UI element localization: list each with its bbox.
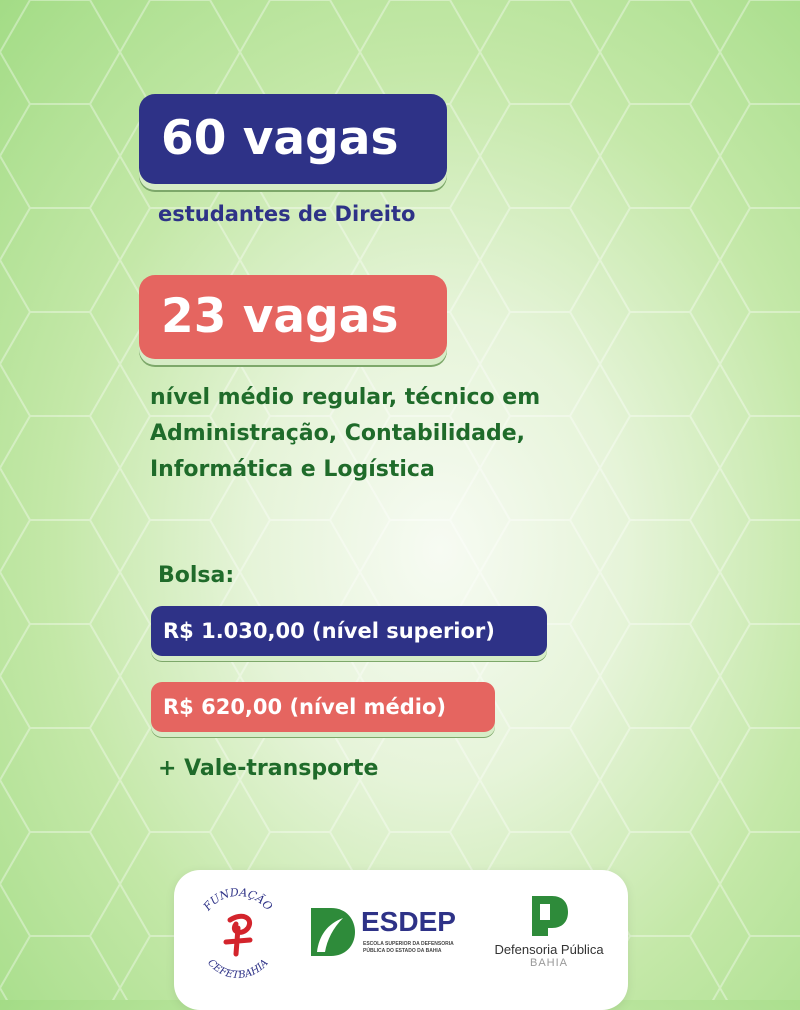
fundacao-cefetbahia-logo	[192, 888, 284, 982]
description-line-3: Informática e Logística	[150, 457, 435, 482]
description-line-1: nível médio regular, técnico em	[150, 385, 541, 410]
defensoria-state: BAHIA	[529, 957, 568, 969]
cefetbahia-text: CEFETBAHIA	[205, 957, 271, 982]
bolsa-superior-badge: R$ 1.030,00 (nível superior)	[151, 606, 547, 656]
vale-transporte-note: + Vale-transporte	[158, 756, 379, 781]
vagas-23-badge: 23 vagas	[139, 275, 447, 359]
esdep-logo	[309, 906, 469, 966]
description-line-2: Administração, Contabilidade,	[150, 421, 526, 446]
esdep-name: ESDEP	[361, 906, 456, 937]
fundacao-text: FUNDAÇÃO	[200, 888, 276, 914]
bolsa-label: Bolsa:	[158, 563, 235, 588]
esdep-subtitle-1: ESCOLA SUPERIOR DA DEFENSORIA	[363, 941, 454, 947]
vagas-23-description	[150, 380, 540, 488]
vagas-60-subtitle: estudantes de Direito	[158, 202, 416, 226]
defensoria-name: Defensoria Pública	[494, 942, 604, 957]
esdep-emblem-icon	[309, 906, 355, 958]
logos-footer	[174, 870, 628, 1010]
bolsa-medio-badge: R$ 620,00 (nível médio)	[151, 682, 495, 732]
defensoria-publica-logo	[484, 894, 614, 974]
esdep-subtitle-2: PÚBLICA DO ESTADO DA BAHIA	[363, 948, 442, 954]
vagas-60-badge: 60 vagas	[139, 94, 447, 184]
defensoria-emblem-icon	[530, 894, 570, 938]
